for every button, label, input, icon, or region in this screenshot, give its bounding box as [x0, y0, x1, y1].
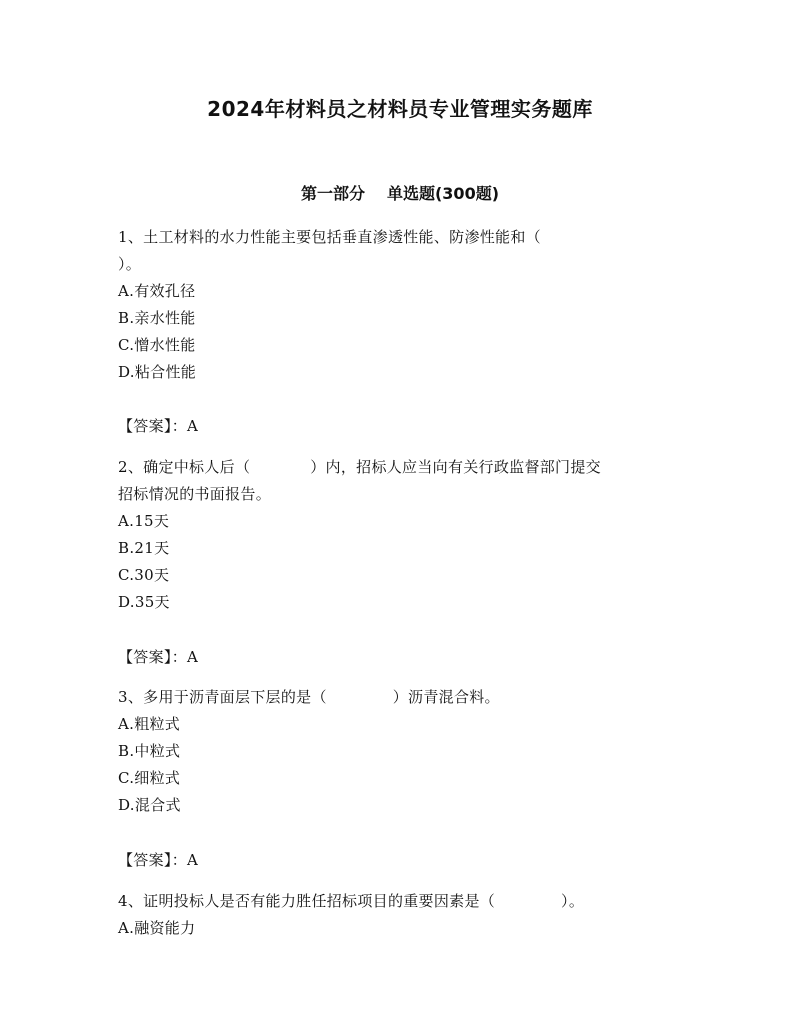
question-2-option-b: B.21天	[118, 539, 170, 557]
answer-value: A	[187, 648, 199, 666]
question-1-option-c: C.憎水性能	[118, 336, 196, 354]
document-title: 2024年材料员之材料员专业管理实务题库	[207, 97, 593, 121]
question-1-option-b: B.亲水性能	[118, 309, 196, 327]
answer-value: A	[187, 417, 199, 435]
question-1-line-1: 1、土工材料的水力性能主要包括垂直渗透性能、防渗性能和（	[118, 228, 541, 246]
question-1-line-2: ）。	[118, 255, 142, 273]
question-2-option-d: D.35天	[118, 593, 170, 611]
question-1-option-d: D.粘合性能	[118, 363, 197, 381]
question-2-option-a: A.15天	[118, 512, 170, 530]
question-2-line-1: 2、确定中标人后（ ）内，招标人应当向有关行政监督部门提交	[118, 458, 601, 476]
question-3	[118, 684, 678, 819]
section-part: 第一部分	[300, 184, 365, 203]
question-2-answer	[118, 644, 678, 671]
question-2-option-c: C.30天	[118, 566, 170, 584]
question-3-option-b: B.中粒式	[118, 742, 181, 760]
section-name: 单选题(300题)	[386, 184, 500, 203]
question-3-line-1: 3、多用于沥青面层下层的是（ ）沥青混合料。	[118, 688, 500, 706]
answer-value: A	[187, 851, 199, 869]
question-4-line-1: 4、证明投标人是否有能力胜任招标项目的重要因素是（ ）。	[118, 892, 585, 910]
question-4-option-a: A.融资能力	[118, 919, 196, 937]
question-1-option-a: A.有效孔径	[118, 282, 196, 300]
question-1	[118, 224, 678, 386]
question-3-option-c: C.细粒式	[118, 769, 181, 787]
question-3-answer	[118, 847, 678, 874]
section-heading	[0, 181, 800, 207]
question-4	[118, 888, 678, 942]
question-3-option-a: A.粗粒式	[118, 715, 181, 733]
answer-label: 【答案】：	[118, 648, 188, 666]
answer-label: 【答案】：	[118, 417, 188, 435]
question-1-answer	[118, 413, 678, 440]
answer-label: 【答案】：	[118, 851, 188, 869]
question-2-line-2: 招标情况的书面报告。	[118, 485, 272, 503]
question-3-option-d: D.混合式	[118, 796, 181, 814]
question-2	[118, 454, 678, 616]
